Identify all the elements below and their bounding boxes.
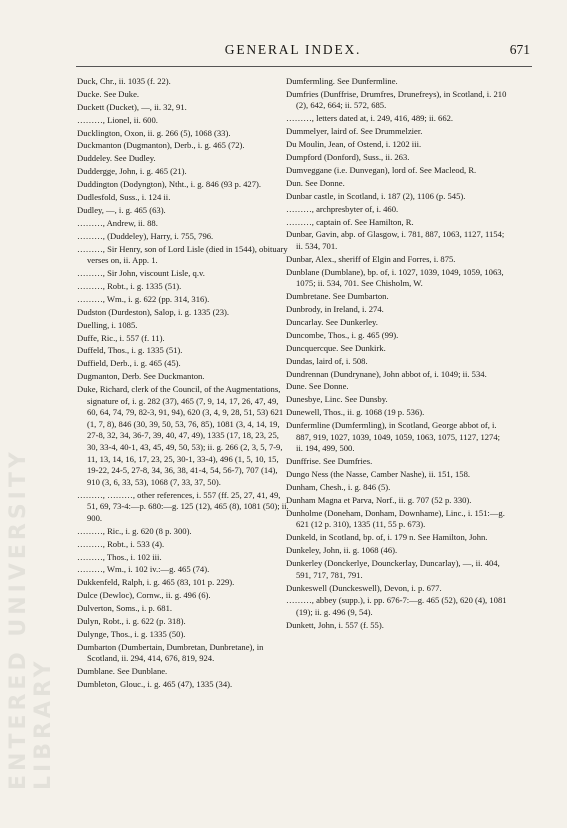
index-entry: Dunkeswell (Dunckeswell), Devon, i. p. 677.: [286, 582, 442, 593]
index-entry: Duelling, i. 1085.: [77, 319, 138, 330]
header-rule: [76, 66, 532, 67]
index-entry: Dune. See Donne.: [286, 381, 349, 392]
index-entry: ………, Thos., i. 102 iii.: [77, 551, 162, 562]
index-entry: Duncquercque. See Dunkirk.: [286, 342, 386, 353]
index-entry: Dumbarton (Dumbertain, Dumbretan, Dunbretane), in Scotland, ii. 294, 414, 676, 819, 924.: [77, 641, 264, 664]
index-entry: Dugmanton, Derb. See Duckmanton.: [77, 371, 205, 382]
index-entry: Dunbar, Alex., sheriff of Elgin and Forres, i. 875.: [286, 253, 456, 264]
index-entry: Du Moulin, Jean, of Ostend, i. 1202 iii.: [286, 139, 422, 150]
running-title: GENERAL INDEX.: [224, 42, 362, 57]
index-entry: Dunewell, Thos., ii. g. 1068 (19 p. 536).: [286, 407, 425, 418]
running-header: [78, 42, 530, 64]
index-entry: Dunkerley (Donckerlye, Dounckerlay, Duncarlay), —, ii. 404, 591, 717, 781, 791.: [286, 558, 500, 580]
index-entry: Dummelyer, laird of. See Drummelzier.: [286, 126, 423, 137]
index-entry: Duncarlay. See Dunkerley.: [286, 317, 378, 328]
index-entry: Dunblane (Dumblane), bp. of, i. 1027, 1039, 1049, 1059, 1063, 1075; ii. 534, 701. See Chisholm, W.: [286, 266, 504, 289]
index-entry: ………, (Duddeley), Harry, i. 755, 796.: [77, 230, 214, 241]
index-entry: Dudston (Durdeston), Salop, i. g. 1335 (23).: [77, 306, 230, 317]
index-entry: Dundrennan (Dundrynane), John abbot of, i. 1049; ii. 534.: [286, 368, 487, 379]
index-entry: Dumfries (Dunffrise, Drumfres, Drunefreys), in Scotland, i. 210 (2), 642, 664; ii. 572, 685.: [286, 88, 507, 111]
index-entry: Duncombe, Thos., i. g. 465 (99).: [286, 329, 399, 340]
index-entry: ………, archpresbyter of, i. 460.: [286, 203, 399, 214]
index-entry: Dunham Magna et Parva, Norf., ii. g. 707 (52 p. 330).: [286, 494, 472, 505]
index-entry: Dumbretane. See Dumbarton.: [286, 291, 389, 302]
index-entry: Dudley, —, i. g. 465 (63).: [77, 204, 166, 215]
index-entry: ………, Andrew, ii. 88.: [77, 217, 158, 228]
index-entry: Dunfermline (Dumfermling), in Scotland, George abbot of, i. 887, 919, 1027, 1039, 1049, 1059, 1063, 1075, 1127, 1274; ii. 194, 499, 500.: [286, 420, 501, 454]
index-entry: ………, Wm., i. g. 622 (pp. 314, 316).: [77, 293, 210, 304]
right-index-column: [286, 76, 508, 633]
index-entry: Duffield, Derb., i. g. 465 (45).: [77, 358, 181, 369]
index-entry: Duckmanton (Dugmanton), Derb., i. g. 465 (72).: [77, 140, 245, 151]
index-entry: Dunham, Chesh., i. g. 846 (5).: [286, 482, 391, 493]
index-entry: Dunkett, John, i. 557 (f. 55).: [286, 619, 384, 630]
index-entry: Dulce (Dewloc), Cornw., ii. g. 496 (6).: [77, 590, 211, 601]
index-entry: Dumveggane (i.e. Dunvegan), lord of. See Macleod, R.: [286, 164, 477, 175]
index-entry: Dumpford (Donford), Suss., ii. 263.: [286, 152, 410, 163]
index-entry: Duddergge, John, i. g. 465 (21).: [77, 166, 187, 177]
index-entry: ………, Sir John, viscount Lisle, q.v.: [77, 268, 205, 279]
index-entry: Ducke. See Duke.: [77, 88, 140, 99]
index-entry: Dulyn, Robt., i. g. 622 (p. 318).: [77, 616, 186, 627]
index-entry: Dunbar castle, in Scotland, i. 187 (2), 1106 (p. 545).: [286, 190, 466, 201]
index-entry: Dunholme (Doneham, Donham, Downhame), Linc., i. 151:—g. 621 (12 p. 310), 1335 (11, 55 p. 673).: [286, 507, 505, 530]
index-entry: ………, Robt., i. 533 (4).: [77, 538, 165, 549]
index-entry: Dumbleton, Glouc., i. g. 465 (47), 1335 (34).: [77, 679, 233, 690]
index-entry: Dundas, laird of, i. 508.: [286, 355, 368, 366]
index-entry: ………, Robt., i. g. 1335 (51).: [77, 280, 182, 291]
index-entry: Duffeld, Thos., i. g. 1335 (51).: [77, 345, 183, 356]
index-entry: Duke, Richard, clerk of the Council, of the Augmentations, signature of, i. g. 282 (37), 465 (7, 9, 14, 17, 26, 47, 49, 60, 64, 74, 79, 82-3, 91, 94), 620 (3, 4, 9, 28, 51, 53) 621 (1, 7, 8), 846 (30, 39, 50, 53, 76, 85), 1081 (3, 4, 14, 19, 27-8, 32, 34, 36-7, 39, 40, 47, 49), 1335 (17, 18, 23, 25, 30, 33-4, 40-1, 43, 45, 49, 50, 53); ii. g. 266 (2, 3, 5, 7-9, 11, 13, 14, 16, 17, 23, 25, 30-1, 33-4), 496 (1, 5, 10, 15, 19-22, 24-5, 27-8, 34, 36, 38, 41-4, 54, 56-7), 707 (14), 910 (3, 6, 33, 53), 1068 (7, 33, 37, 50).: [77, 384, 284, 487]
index-entry: Dudlesfold, Suss., i. 124 ii.: [77, 192, 171, 203]
left-index-column: [77, 76, 290, 692]
index-entry: Duck, Chr., ii. 1035 (f. 22).: [77, 76, 171, 86]
index-entry: Dunbrody, in Ireland, i. 274.: [286, 304, 384, 315]
index-entry: ………, ………, other references, i. 557 (ff. 25, 27, 41, 49, 51, 69, 73-4:—p. 680:—g. 125 (12), 465 (8), 1081 (50); ii. 900.: [77, 489, 289, 523]
index-entry: ………, abbey (supp.), i. pp. 676-7:—g. 465 (52), 620 (4), 1081 (19); ii. g. 496 (9, 54).: [286, 595, 507, 618]
index-entry: ………, Wm., i. 102 iv.:—g. 465 (74).: [77, 564, 210, 575]
index-entry: Ducklington, Oxon, ii. g. 266 (5), 1068 (33).: [77, 127, 231, 138]
page-number: 671: [509, 42, 530, 57]
index-entry: Dulynge, Thos., i. g. 1335 (50).: [77, 628, 186, 639]
index-entry: Dunffrise. See Dumfries.: [286, 456, 373, 467]
index-entry: Duffe, Ric., i. 557 (f. 11).: [77, 332, 165, 343]
index-entry: Dumfermling. See Dunfermline.: [286, 76, 398, 86]
index-entry: Duddeley. See Dudley.: [77, 153, 156, 164]
index-entry: Dun. See Donne.: [286, 177, 345, 188]
index-entry: Dunkeld, in Scotland, bp. of, i. 179 n. See Hamilton, John.: [286, 532, 488, 543]
index-entry: Dukkenfeld, Ralph, i. g. 465 (83, 101 p. 229).: [77, 577, 235, 588]
index-entry: ………, Lionel, ii. 600.: [77, 114, 158, 125]
index-entry: ………, captain of. See Hamilton, R.: [286, 216, 414, 227]
index-entry: Dunkeley, John, ii. g. 1068 (46).: [286, 545, 398, 556]
index-entry: Dulverton, Soms., i. p. 681.: [77, 603, 173, 614]
library-stamp-watermark: ENTERED UNIVERSITY LIBRARY: [6, 448, 56, 790]
index-entry: Dumblane. See Dunblane.: [77, 666, 168, 677]
index-entry: ………, letters dated at, i. 249, 416, 489; ii. 662.: [286, 113, 454, 124]
index-entry: Duddington (Dodyngton), Ntht., i. g. 846 (93 p. 427).: [77, 179, 262, 190]
index-entry: Dunesbye, Linc. See Dunsby.: [286, 394, 388, 405]
index-entry: ………, Ric., i. g. 620 (8 p. 300).: [77, 525, 192, 536]
index-entry: Dunbar, Gavin, abp. of Glasgow, i. 781, 887, 1063, 1127, 1154; ii. 534, 701.: [286, 229, 505, 251]
index-entry: ………, Sir Henry, son of Lord Lisle (died in 1544), obituary verses on, ii. App. 1.: [77, 243, 288, 266]
index-entry: Dungo Ness (the Nasse, Camber Nashe), ii. 151, 158.: [286, 469, 471, 480]
index-entry: Duckett (Ducket), —, ii. 32, 91.: [77, 101, 187, 112]
